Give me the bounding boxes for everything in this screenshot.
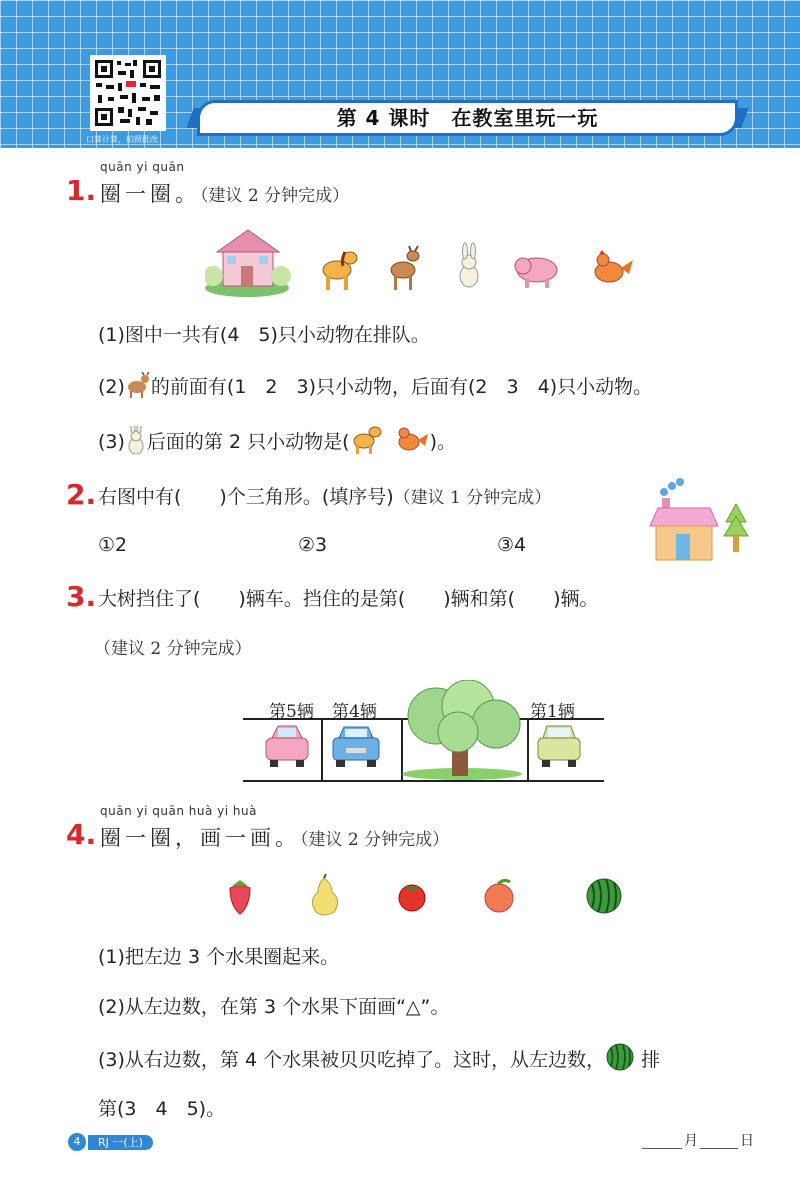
q1-line-2-suffix: 的前面有(1 2 3)只小动物，后面有(2 3 4)只小动物。 xyxy=(150,376,653,398)
q4-title-suffix: 。 xyxy=(275,826,300,850)
roof-shape xyxy=(650,508,718,526)
q1-title-suffix: 。 xyxy=(175,182,200,206)
green-car-icon xyxy=(534,724,584,768)
q2-option-1: ①2 xyxy=(98,534,128,556)
q2-option-3: ③4 xyxy=(497,534,527,556)
day-label: 日 xyxy=(740,1133,754,1149)
q4-pinyin: quān yi quān huà yi huà xyxy=(100,804,257,818)
q2-number: 2. xyxy=(66,478,97,511)
q1-line-3-suffix: )。 xyxy=(429,431,457,453)
house-icon xyxy=(205,230,291,297)
q3-time-note: （建议 2 分钟完成） xyxy=(94,639,252,659)
month-blank[interactable] xyxy=(642,1148,682,1149)
q1-line-2 xyxy=(98,372,652,399)
page-number-badge: 4 xyxy=(68,1133,86,1151)
qr-caption: 口算计算，拍照批改 xyxy=(86,135,158,144)
q1-line-3-prefix: (3) xyxy=(98,431,125,453)
lesson-title: 第 4 课时 在教室里玩一玩 xyxy=(336,106,599,130)
big-tree-icon xyxy=(396,680,528,780)
car-label-4: 第4辆 xyxy=(332,702,377,722)
q1-line-2-prefix: (2) xyxy=(98,376,125,398)
smoke-circle-icon xyxy=(668,482,676,490)
deer-icon xyxy=(391,246,419,290)
watermelon-icon xyxy=(587,879,621,913)
q1-pinyin: quān yi quān xyxy=(100,160,185,174)
q4-heading xyxy=(100,822,449,852)
horse-icon xyxy=(323,252,357,290)
door-shape xyxy=(676,534,690,560)
lesson-title-banner xyxy=(200,103,735,133)
pink-car-icon xyxy=(262,722,312,768)
q4-line-3-suffix: 排 xyxy=(641,1049,661,1071)
q4-time-note: （建议 2 分钟完成） xyxy=(300,830,450,850)
pig-icon xyxy=(515,258,557,288)
watermelon-inline-icon xyxy=(605,1042,635,1072)
q2-house-tree-figure xyxy=(648,478,758,562)
q4-fruit-row xyxy=(222,874,628,918)
car-label-5: 第5辆 xyxy=(269,702,314,722)
q3-number: 3. xyxy=(66,580,97,613)
peach-icon xyxy=(485,880,513,912)
tomato-icon xyxy=(399,885,425,911)
month-label: 月 xyxy=(684,1133,698,1149)
q4-line-4: 第(3 4 5)。 xyxy=(98,1098,226,1120)
q1-heading xyxy=(100,178,349,208)
pear-icon xyxy=(312,874,337,915)
q4-title: 圈一圈，画一画 xyxy=(100,826,275,850)
day-blank[interactable] xyxy=(700,1148,738,1149)
q2-text: 右图中有( )个三角形。(填序号) xyxy=(98,486,394,508)
q4-line-3 xyxy=(98,1042,660,1072)
q1-time-note: （建议 2 分钟完成） xyxy=(200,186,350,206)
q1-title: 圈一圈 xyxy=(100,182,175,206)
road-divider xyxy=(321,720,323,780)
blue-car-icon xyxy=(330,724,382,768)
rooster-inline-icon xyxy=(396,426,430,454)
q1-line-1: (1)图中一共有(4 5)只小动物在排队。 xyxy=(98,324,430,346)
q3-text: 大树挡住了( )辆车。挡住的是第( )辆和第( )辆。 xyxy=(98,588,599,610)
tree-trunk-shape xyxy=(733,536,739,552)
qr-code-icon[interactable] xyxy=(90,55,166,131)
q4-line-2: (2)从左边数，在第 3 个水果下面画“△”。 xyxy=(98,996,450,1018)
q1-number: 1. xyxy=(66,174,97,207)
strawberry-icon xyxy=(230,880,250,914)
q2-option-2: ②3 xyxy=(298,534,328,556)
car-label-1: 第1辆 xyxy=(530,702,575,722)
q1-line-3 xyxy=(98,426,456,454)
horse-inline-icon xyxy=(350,426,384,454)
rooster-icon xyxy=(595,250,633,282)
q4-line-3-prefix: (3)从右边数，第 4 个水果被贝贝吃掉了。这时，从左边数， xyxy=(98,1049,606,1071)
q4-number: 4. xyxy=(66,818,97,851)
rabbit-icon xyxy=(460,243,478,287)
rabbit-inline-icon xyxy=(125,426,147,454)
q2-time-note: （建议 1 分钟完成） xyxy=(393,488,552,508)
smoke-circle-icon xyxy=(676,478,684,486)
smoke-circle-icon xyxy=(660,488,668,496)
q1-line-3-middle: 后面的第 2 只小动物是( xyxy=(146,431,350,453)
q1-animal-queue xyxy=(205,228,635,300)
deer-inline-icon xyxy=(125,372,151,398)
edition-tag: RJ 一(上) xyxy=(88,1135,153,1150)
q4-line-1: (1)把左边 3 个水果圈起来。 xyxy=(98,946,340,968)
q2-heading xyxy=(98,482,551,509)
